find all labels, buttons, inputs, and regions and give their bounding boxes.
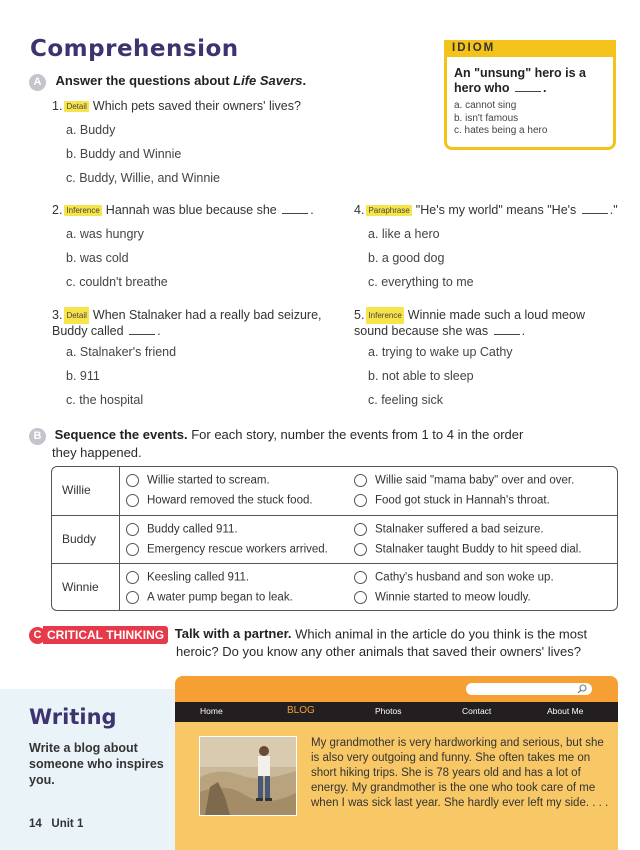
idiom-option: b. isn't famous [454, 112, 519, 124]
page-number: 14 [29, 818, 42, 830]
nav-contact[interactable]: Contact [462, 706, 492, 716]
event: Stalnaker taught Buddy to hit speed dial. [354, 543, 582, 556]
option: b. was cold [66, 251, 129, 265]
number-circle[interactable] [354, 543, 367, 556]
skill-tag: Paraphrase [368, 206, 410, 216]
writing-prompt: Write a blog about someone who inspires you. [29, 741, 164, 787]
number-circle[interactable] [354, 571, 367, 584]
idiom-question: An "unsung" hero is a hero who . [454, 66, 587, 95]
skill-tag: Detail [66, 102, 87, 112]
number-circle[interactable] [126, 543, 139, 556]
answer-blank [515, 91, 541, 92]
idiom-option: a. cannot sing [454, 100, 517, 111]
option: c. couldn't breathe [66, 275, 168, 289]
option: c. Buddy, Willie, and Winnie [66, 171, 220, 185]
story-label: Willie [62, 483, 91, 497]
option: b. not able to sleep [368, 369, 474, 383]
question-1: 1. Detail Which pets saved their owners' lives? [52, 99, 301, 113]
nav-blog[interactable]: BLOG [287, 705, 315, 716]
section-a-heading: A Answer the questions about Life Savers. [29, 72, 306, 91]
event: Emergency rescue workers arrived. [126, 543, 328, 556]
search-icon [577, 684, 587, 694]
page-title: Comprehension [30, 36, 239, 62]
option: a. trying to wake up Cathy [368, 345, 513, 359]
answer-blank [494, 334, 520, 335]
event: Willie said "mama baby" over and over. [354, 474, 574, 487]
blog-nav [175, 702, 618, 722]
question-2: 2. Inference Hannah was blue because she . [52, 203, 314, 217]
number-circle[interactable] [354, 474, 367, 487]
skill-tag: Inference [366, 307, 403, 324]
option: a. Stalnaker's friend [66, 345, 177, 359]
story-label: Buddy [62, 532, 97, 546]
number-circle[interactable] [126, 571, 139, 584]
event: Winnie started to meow loudly. [354, 591, 531, 604]
event: Stalnaker suffered a bad seizure. [354, 523, 544, 536]
number-circle[interactable] [354, 494, 367, 507]
number-circle[interactable] [126, 591, 139, 604]
option: b. 911 [66, 369, 100, 383]
answer-blank [582, 213, 608, 214]
event: Howard removed the stuck food. [126, 494, 313, 507]
event: Cathy's husband and son woke up. [354, 571, 554, 584]
nav-home[interactable]: Home [200, 706, 223, 716]
idiom-option: c. hates being a hero [454, 125, 548, 136]
writing-title: Writing [29, 705, 117, 729]
section-a-icon: A [29, 74, 46, 91]
nav-about-me[interactable]: About Me [547, 706, 584, 716]
idiom-box [444, 40, 616, 150]
option: b. a good dog [368, 251, 445, 265]
skill-tag: Inference [66, 206, 100, 216]
option: a. Buddy [66, 123, 116, 137]
number-circle[interactable] [126, 523, 139, 536]
unit-label: Unit 1 [51, 818, 84, 830]
answer-blank [129, 334, 155, 335]
number-circle[interactable] [126, 474, 139, 487]
blog-mockup [175, 676, 618, 850]
option: a. was hungry [66, 227, 144, 241]
blog-header [175, 676, 618, 702]
section-b-icon: B [29, 428, 46, 445]
story-label: Winnie [62, 580, 99, 594]
section-c-icon: C [29, 627, 46, 644]
page-footer [29, 818, 83, 830]
question-3: 3. Detail When Stalnaker had a really bad seizure, Buddy called . [52, 307, 322, 338]
skill-tag: Detail [64, 307, 88, 324]
idiom-header: IDIOM [444, 40, 616, 57]
section-b-heading: B Sequence the events. For each story, number the events from 1 to 4 in the order they happened. [29, 427, 619, 461]
question-4: 4. Paraphrase "He's my world" means "He's ." [354, 203, 618, 217]
event: Keesling called 911. [126, 571, 249, 584]
option: b. Buddy and Winnie [66, 147, 182, 161]
number-circle[interactable] [126, 494, 139, 507]
nav-photos[interactable]: Photos [375, 706, 402, 716]
event: Buddy called 911. [126, 523, 238, 536]
blog-post-text: My grandmother is very hardworking and serious, but she is also very outgoing and funny. She often takes me on short hiking trips. She is 78 years old and has a lot of energy. My grandmother is the one who took care of me when I was sick last year. She hardly ever left my side. . . . [311, 737, 609, 809]
event: A water pump began to leak. [126, 591, 293, 604]
table-row [52, 467, 617, 515]
critical-thinking-label: CRITICAL THINKING [43, 626, 168, 644]
grandmother-photo [199, 736, 297, 816]
blog-search-input[interactable] [466, 683, 592, 695]
sequence-table [51, 466, 618, 611]
option: c. the hospital [66, 393, 144, 407]
option: c. feeling sick [368, 393, 444, 407]
event: Willie started to scream. [126, 474, 270, 487]
question-5: 5. Inference Winnie made such a loud meow sound because she was . [354, 307, 585, 338]
answer-blank [282, 213, 308, 214]
hiker-illustration [200, 737, 296, 815]
number-circle[interactable] [354, 591, 367, 604]
option: c. everything to me [368, 275, 474, 289]
number-circle[interactable] [354, 523, 367, 536]
option: a. like a hero [368, 227, 440, 241]
table-row [52, 563, 617, 612]
table-row [52, 515, 617, 564]
section-c-heading: C CRITICAL THINKING Talk with a partner. Which animal in the article do you think is the most heroic? Do you know any other animals that saved their owners' lives? [29, 626, 619, 660]
event: Food got stuck in Hannah's throat. [354, 494, 550, 507]
